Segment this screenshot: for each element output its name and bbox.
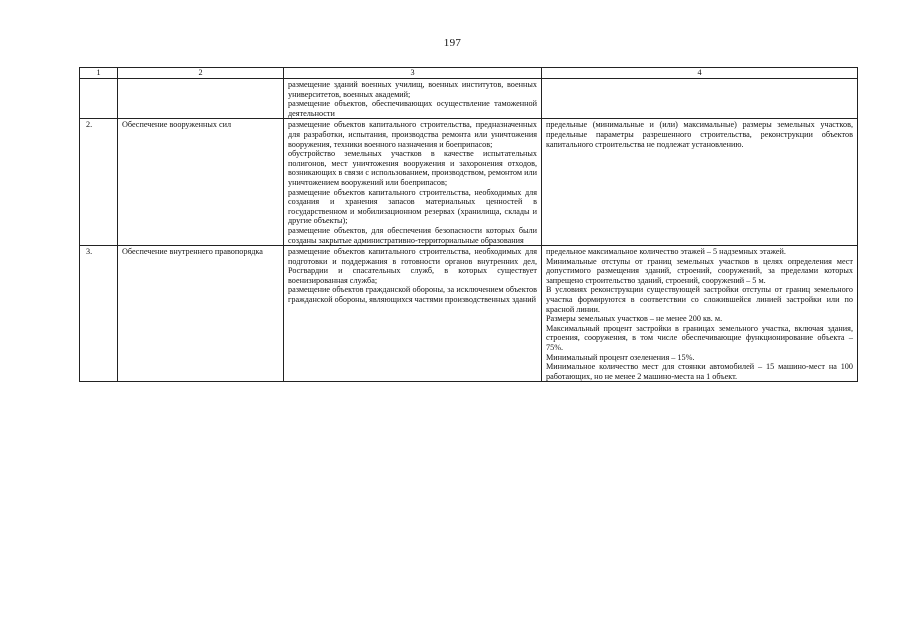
- header-col-3: 3: [284, 68, 542, 79]
- paragraph: предельные (минимальные и (или) максимальные) размеры земельных участков, предельные параметры разрешенного строительства, реконструкции объектов капитального строительства не подлежат установлению.: [546, 120, 853, 149]
- row-number: 2.: [80, 119, 118, 246]
- header-col-1: 1: [80, 68, 118, 79]
- use-type-name: Обеспечение внутреннего правопорядка: [118, 246, 284, 382]
- use-description: [284, 119, 542, 246]
- paragraph: Максимальный процент застройки в границах земельного участка, включая здания, строения, сооружения, в том числе обеспечивающие функционирование объекта – 75%.: [546, 323, 853, 353]
- table-row: [80, 246, 858, 382]
- row-number: 3.: [80, 246, 118, 382]
- paragraph: размещение объектов капитального строительства, предназначенных для разработки, испытания, производства ремонта или уничтожения вооружения, техники военного назначения и боеприпасов;: [288, 120, 537, 149]
- header-row: [80, 68, 858, 79]
- paragraph: размещение зданий военных училищ, военных институтов, военных университетов, военных академий;: [288, 80, 537, 99]
- paragraph: Минимальные отступы от границ земельных участков в целях определения мест допустимого размещения зданий, строений, сооружений, за пределами которых запрещено строительство зданий, строений, сооружений – 5 м.: [546, 256, 853, 285]
- header-col-4: 4: [542, 68, 858, 79]
- paragraph: размещение объектов капитального строительства, необходимых для подготовки и поддержания в готовности органов внутренних дел, Росгвардии и спасательных служб, в которых существует военизированная служба;: [288, 247, 537, 285]
- zoning-table: [79, 67, 858, 382]
- table-header: [80, 68, 858, 79]
- table-body: [80, 79, 858, 382]
- use-description: [284, 246, 542, 382]
- paragraph: Минимальное количество мест для стоянки автомобилей – 15 машино-мест на 100 работающих, но не менее 2 машино-места на 1 объект.: [546, 362, 853, 381]
- parameters: [542, 79, 858, 119]
- paragraph: размещение объектов гражданской обороны, за исключением объектов гражданской обороны, являющихся частями производственных зданий: [288, 285, 537, 305]
- paragraph: В условиях реконструкции существующей застройки отступы от границ земельного участка формируются в соответствии со сложившейся линией застройки или по красной линии.: [546, 285, 853, 314]
- use-type-name: Обеспечение вооруженных сил: [118, 119, 284, 246]
- table-row: [80, 79, 858, 119]
- header-col-2: 2: [118, 68, 284, 79]
- paragraph: размещение объектов, для обеспечения безопасности которых были созданы закрытые административно-территориальные образования: [288, 225, 537, 245]
- use-description: [284, 79, 542, 119]
- parameters: [542, 119, 858, 246]
- paragraph: размещение объектов, обеспечивающих осуществление таможенной деятельности: [288, 99, 537, 118]
- paragraph: предельное максимальное количество этажей – 5 надземных этажей.: [546, 247, 786, 257]
- parameters: [542, 246, 858, 382]
- paragraph: размещение объектов капитального строительства, необходимых для создания и хранения запасов материальных ценностей в государственном и мобилизационном резервах (хранилища, склады и другие объекты);: [288, 187, 537, 226]
- page-number: 197: [443, 37, 462, 49]
- table-row: [80, 119, 858, 246]
- row-number: [80, 79, 118, 119]
- use-type-name: [118, 79, 284, 119]
- paragraph: Минимальный процент озеленения – 15%.: [546, 352, 695, 362]
- paragraph: обустройство земельных участков в качестве испытательных полигонов, мест уничтожения вооружения и захоронения отходов, возникающих в связи с использованием, производством, ремонтом или уничтожением вооружений или боеприпасов;: [288, 149, 537, 187]
- paragraph: Размеры земельных участков – не менее 200 кв. м.: [546, 314, 723, 324]
